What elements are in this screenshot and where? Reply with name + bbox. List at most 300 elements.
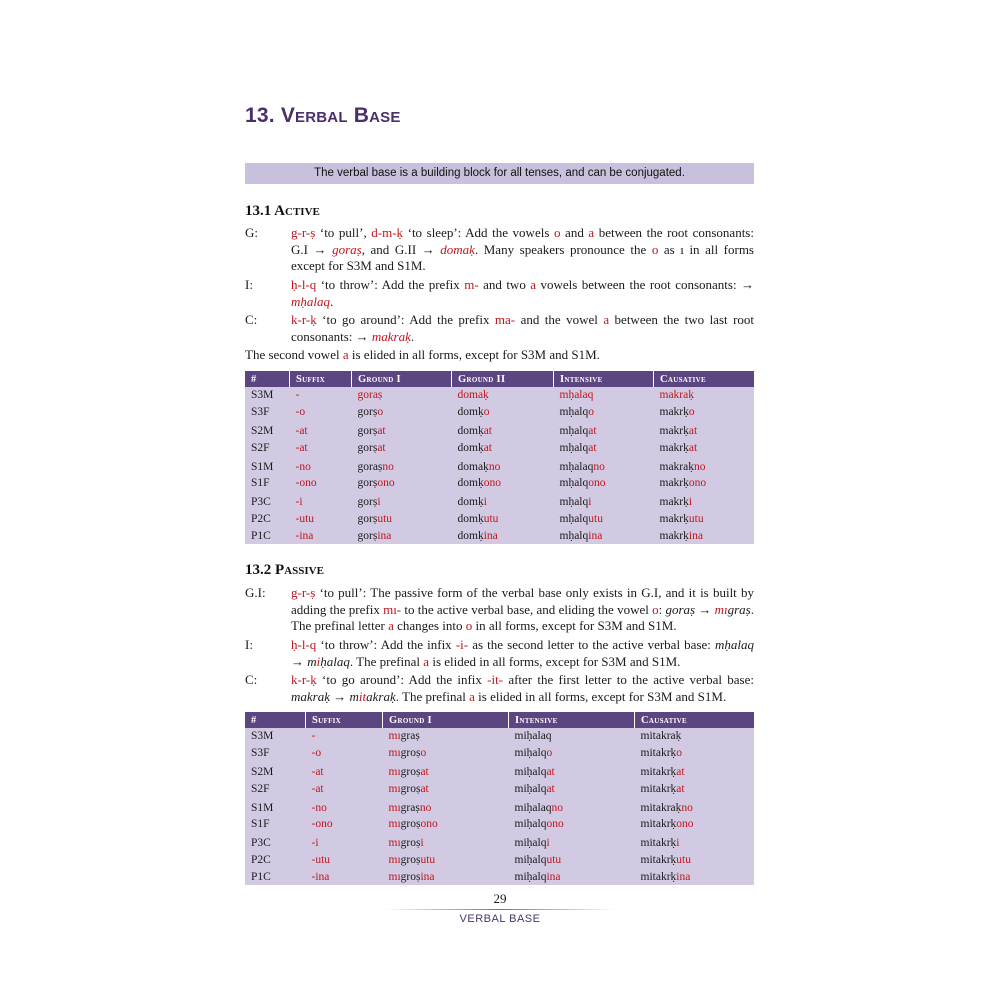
- column-header: Ground I: [352, 371, 452, 387]
- stem: akrḳ: [655, 870, 677, 883]
- text: ‘to pull’: The passive form of the verbal base only exists in G.I, and it is built by adding the prefix: [291, 585, 754, 617]
- ending: ina: [483, 529, 498, 542]
- stem: domḳ: [457, 441, 484, 454]
- prefix: mi: [514, 730, 527, 743]
- form-cell: [352, 492, 452, 511]
- stem: ḥalq: [526, 870, 547, 883]
- ending: ono: [420, 818, 438, 831]
- suffix: -utu: [295, 512, 315, 525]
- ending: o: [688, 406, 695, 419]
- person-label: S1M: [251, 801, 274, 814]
- prefix: mi: [514, 870, 527, 883]
- ending: utu: [420, 853, 436, 866]
- column-header: Suffix: [290, 371, 352, 387]
- form-cell: [654, 456, 755, 475]
- prefix: mit: [640, 782, 656, 795]
- vowel: a: [388, 618, 394, 633]
- ending: ono: [688, 477, 707, 490]
- suffix: -o: [311, 747, 322, 760]
- form-cell: [383, 816, 509, 833]
- person-label: S2F: [251, 441, 270, 454]
- person-label: S2M: [251, 424, 274, 437]
- ending: o: [676, 747, 683, 760]
- ending: o: [483, 406, 490, 419]
- page-number: 29: [493, 891, 507, 906]
- form: ḥalaq: [320, 653, 350, 669]
- prefix: mi: [514, 818, 527, 831]
- form-cell: [654, 387, 755, 404]
- form: m: [349, 688, 359, 704]
- prefix: mi: [514, 765, 527, 778]
- form-cell: [452, 492, 554, 511]
- table-row: [245, 816, 754, 833]
- table-row: [245, 421, 754, 440]
- column-header: Intensive: [554, 371, 654, 387]
- ending: at: [377, 424, 386, 437]
- person-label: P3C: [251, 837, 271, 850]
- ending: at: [588, 424, 597, 437]
- stem: groṣ: [400, 782, 421, 795]
- suffix: -at: [295, 424, 308, 437]
- stem: ḥalq: [526, 853, 547, 866]
- text: is elided in all forms, except for S3M and S1M.: [348, 347, 600, 362]
- suffix: -i: [295, 496, 303, 509]
- ending: at: [676, 782, 685, 795]
- form-cell: [554, 456, 654, 475]
- form-cell: [635, 762, 755, 781]
- stem: mḥalq: [559, 529, 589, 542]
- form-cell: [554, 404, 654, 421]
- prefix: mı: [388, 837, 401, 850]
- ending: no: [593, 460, 605, 473]
- text: between the root consonants: G.I →: [291, 225, 754, 257]
- vowel: a: [588, 225, 595, 240]
- table-row: [245, 852, 754, 869]
- root: ḥ-l-q: [291, 277, 317, 292]
- active-c-paragraph: [245, 312, 754, 345]
- form-cell: [654, 404, 755, 421]
- table-row: [245, 868, 754, 885]
- form-cell: [452, 439, 554, 456]
- suffix: -at: [311, 765, 324, 778]
- person-label: S3F: [251, 747, 270, 760]
- stem: gorṣ: [357, 441, 378, 454]
- stem: mḥalq: [559, 477, 589, 490]
- prefix: mi: [514, 747, 527, 760]
- stem: gorṣ: [357, 512, 378, 525]
- person-label: S3M: [251, 730, 274, 743]
- table-header-row: [245, 371, 754, 387]
- form-cell: [554, 439, 654, 456]
- person-cell: [245, 816, 306, 833]
- active-conjugation-table: [245, 371, 754, 544]
- form: makraḳ: [291, 688, 330, 704]
- text: . The prefinal letter: [291, 601, 754, 633]
- form-cell: [352, 387, 452, 404]
- suffix-cell: [306, 816, 383, 833]
- table-row: [245, 527, 754, 544]
- text: ‘to pull’,: [315, 225, 372, 240]
- column-header: Suffix: [306, 712, 383, 728]
- stem: akrḳ: [655, 782, 677, 795]
- table-row: [245, 797, 754, 816]
- ending: no: [551, 801, 564, 814]
- stem: ḥalq: [526, 818, 547, 831]
- form: mḥalaq: [291, 293, 330, 309]
- form-cell: [509, 780, 635, 797]
- person-cell: [245, 833, 306, 852]
- form: goraṣ: [665, 601, 696, 617]
- suffix-cell: [306, 728, 383, 745]
- form: makraḳ: [371, 328, 411, 344]
- prefix: mı: [388, 747, 401, 760]
- table-row: [245, 780, 754, 797]
- prefix: mit: [640, 747, 656, 760]
- table-row: [245, 492, 754, 511]
- ending: domaḳ: [457, 389, 489, 402]
- text: in all forms, except for S3M and S1M.: [472, 618, 677, 633]
- ending: at: [420, 765, 429, 778]
- table-row: [245, 404, 754, 421]
- ending: ina: [676, 870, 691, 883]
- person-cell: [245, 492, 290, 511]
- ending: no: [488, 460, 501, 473]
- prefix: ma-: [494, 312, 516, 327]
- suffix-cell: [306, 745, 383, 762]
- person-cell: [245, 421, 290, 440]
- suffix: -no: [311, 801, 327, 814]
- column-header: Causative: [635, 712, 755, 728]
- page-title: 13. Verbal Base: [245, 104, 401, 127]
- prefix: mit: [640, 730, 656, 743]
- ending: utu: [483, 512, 499, 525]
- ending: at: [676, 765, 685, 778]
- person-cell: [245, 387, 290, 404]
- running-title: VERBAL BASE: [459, 913, 541, 925]
- form-cell: [352, 439, 452, 456]
- ending: at: [546, 782, 555, 795]
- ending: i: [420, 837, 424, 850]
- ending: o: [546, 747, 553, 760]
- ending: o: [420, 747, 427, 760]
- form-cell: [383, 797, 509, 816]
- passive-c-paragraph: [245, 672, 754, 705]
- stem: makrḳ: [659, 477, 689, 490]
- prefix: mı: [388, 730, 401, 743]
- form-cell: [383, 762, 509, 781]
- table-row: [245, 511, 754, 528]
- suffix: -o: [295, 406, 306, 419]
- ending: at: [688, 424, 698, 437]
- prefix: mı: [388, 801, 401, 814]
- stem: domḳ: [457, 496, 484, 509]
- text: as ı in all forms except for S3M and S1M.: [291, 241, 754, 273]
- ending: o: [377, 406, 384, 419]
- text: between the two last root consonants: →: [291, 312, 755, 344]
- ending: no: [382, 460, 394, 473]
- ending: ina: [588, 529, 603, 542]
- stem: ḥalq: [526, 782, 547, 795]
- stem: ḥalq: [526, 837, 547, 850]
- stem: akraḳ: [655, 801, 682, 814]
- vowel: o: [553, 225, 561, 240]
- ending: at: [546, 765, 555, 778]
- ending: ono: [588, 477, 606, 490]
- form-cell: [554, 421, 654, 440]
- form-cell: [352, 511, 452, 528]
- active-c-label: C:: [245, 312, 258, 327]
- form-cell: [452, 421, 554, 440]
- vowel: o: [652, 601, 659, 617]
- person-label: S2M: [251, 765, 274, 778]
- prefix: mi: [514, 801, 527, 814]
- text: changes into: [393, 618, 466, 633]
- active-note: [245, 347, 600, 363]
- text: ‘to sleep’: Add the vowels: [403, 225, 554, 240]
- ending: utu: [676, 853, 691, 866]
- active-i-paragraph: [245, 277, 754, 310]
- stem: groṣ: [400, 853, 421, 866]
- form-cell: [635, 852, 755, 869]
- form-cell: [509, 852, 635, 869]
- suffix: -i: [311, 837, 319, 850]
- prefix: m-: [464, 277, 479, 292]
- person-cell: [245, 868, 306, 885]
- form-cell: [654, 527, 755, 544]
- form-cell: [509, 762, 635, 781]
- section-heading-passive: 13.2 Passive: [245, 562, 324, 578]
- vowel: a: [423, 653, 430, 669]
- text: after the first letter to the active verbal base:: [503, 672, 754, 687]
- stem: makrḳ: [659, 496, 689, 509]
- stem: mḥalq: [559, 424, 589, 437]
- person-label: S1F: [251, 818, 270, 831]
- prefix: mı: [388, 853, 401, 866]
- ending: no: [681, 801, 693, 814]
- text: →: [291, 653, 308, 669]
- person-label: S1F: [251, 477, 270, 490]
- prefix: mı: [388, 765, 401, 778]
- text: and two: [478, 277, 531, 292]
- prefix: mit: [640, 837, 656, 850]
- text: ‘to go around’: Add the prefix: [316, 312, 495, 327]
- table-row: [245, 762, 754, 781]
- stem: graṣ: [400, 801, 420, 814]
- suffix-cell: [290, 387, 352, 404]
- form-cell: [352, 404, 452, 421]
- text: :: [658, 601, 666, 617]
- ending: no: [693, 460, 706, 473]
- column-header: #: [245, 371, 290, 387]
- form-cell: [452, 527, 554, 544]
- form-cell: [509, 833, 635, 852]
- prefix: mı: [388, 818, 401, 831]
- ending: utu: [688, 512, 704, 525]
- vowel: a: [530, 277, 537, 292]
- column-header: Ground I: [383, 712, 509, 728]
- stem: ḥalaq: [526, 730, 552, 743]
- stem: akrḳ: [655, 818, 677, 831]
- stem: mḥalaq: [559, 460, 594, 473]
- stem: makrḳ: [659, 512, 689, 525]
- root: d-m-ḳ: [371, 225, 404, 240]
- person-label: P2C: [251, 853, 271, 866]
- form-cell: [383, 833, 509, 852]
- suffix: -: [311, 730, 316, 743]
- stem: makrḳ: [659, 406, 689, 419]
- form-cell: [452, 404, 554, 421]
- passive-i-label: I:: [245, 637, 253, 652]
- text: to the active verbal base, and eliding the vowel: [401, 601, 653, 617]
- prefix: mi: [514, 853, 527, 866]
- person-cell: [245, 797, 306, 816]
- table-row: [245, 387, 754, 404]
- stem: gorṣ: [357, 424, 378, 437]
- ending: ono: [483, 477, 501, 490]
- stem: akrḳ: [655, 853, 677, 866]
- suffix-cell: [290, 421, 352, 440]
- person-cell: [245, 456, 290, 475]
- text: ‘to throw’: Add the infix: [316, 637, 456, 652]
- ending: at: [688, 441, 698, 454]
- text: as the second letter to the active verbal base:: [468, 637, 715, 652]
- form-cell: [635, 728, 755, 745]
- stem: mḥalq: [559, 496, 589, 509]
- table-row: [245, 456, 754, 475]
- person-label: P1C: [251, 870, 271, 883]
- stem: domḳ: [457, 424, 484, 437]
- form-cell: [509, 728, 635, 745]
- form-cell: [509, 797, 635, 816]
- text: . The prefinal: [395, 688, 470, 704]
- form-cell: [383, 780, 509, 797]
- passive-gi-paragraph: [245, 585, 754, 635]
- form-cell: [509, 868, 635, 885]
- text: .: [330, 293, 334, 309]
- ending: goraṣ: [357, 389, 383, 402]
- ending: ina: [377, 529, 392, 542]
- stem: mḥalq: [559, 512, 589, 525]
- ending: o: [588, 406, 594, 419]
- ending: at: [588, 441, 597, 454]
- suffix: -ono: [295, 477, 317, 490]
- stem: groṣ: [400, 870, 421, 883]
- person-label: P2C: [251, 512, 271, 525]
- vowel: o: [465, 618, 473, 633]
- form-cell: [654, 421, 755, 440]
- section-heading-active: 13.1 Active: [245, 203, 320, 219]
- suffix-cell: [290, 492, 352, 511]
- ending: utu: [588, 512, 603, 525]
- form-cell: [554, 527, 654, 544]
- infix: -i-: [455, 637, 469, 652]
- ending: i: [688, 496, 693, 509]
- stem: mḥalq: [559, 441, 589, 454]
- person-label: S3M: [251, 389, 274, 402]
- table-row: [245, 728, 754, 745]
- form: graṣ: [727, 601, 751, 617]
- infix: -it-: [487, 672, 504, 687]
- ending: ono: [676, 818, 694, 831]
- suffix: -at: [295, 441, 308, 454]
- suffix-cell: [306, 797, 383, 816]
- form-cell: [654, 511, 755, 528]
- active-i-label: I:: [245, 277, 253, 292]
- stem: groṣ: [400, 837, 421, 850]
- prefix: mi: [514, 837, 527, 850]
- form-infix: i: [316, 653, 321, 669]
- suffix: -ina: [295, 529, 314, 542]
- person-label: S1M: [251, 460, 274, 473]
- ending: ono: [546, 818, 564, 831]
- ending: ina: [688, 529, 703, 542]
- ending: at: [483, 441, 493, 454]
- ending: i: [377, 496, 381, 509]
- stem: ḥalq: [526, 747, 547, 760]
- prefix: mı: [388, 782, 401, 795]
- text: , and G.II →: [361, 241, 441, 257]
- suffix-cell: [290, 527, 352, 544]
- stem: graṣ: [400, 730, 420, 743]
- suffix: -ina: [311, 870, 330, 883]
- text: ‘to go around’: Add the infix: [316, 672, 488, 687]
- passive-i-paragraph: [245, 637, 754, 670]
- ending: no: [419, 801, 432, 814]
- ending: mḥalaq: [559, 389, 594, 402]
- stem: goraṣ: [357, 460, 383, 473]
- prefix: mit: [640, 853, 656, 866]
- suffix-cell: [306, 833, 383, 852]
- form-cell: [509, 816, 635, 833]
- stem: ḥalq: [526, 765, 547, 778]
- suffix-cell: [290, 439, 352, 456]
- person-label: S2F: [251, 782, 270, 795]
- form-cell: [509, 745, 635, 762]
- suffix-cell: [290, 404, 352, 421]
- form: domaḳ: [440, 241, 475, 257]
- stem: akrḳ: [655, 765, 677, 778]
- stem: domḳ: [457, 406, 484, 419]
- ending: utu: [377, 512, 393, 525]
- passive-c-label: C:: [245, 672, 258, 687]
- form-cell: [635, 868, 755, 885]
- person-label: S3F: [251, 406, 270, 419]
- prefix: mı-: [383, 601, 402, 617]
- form-cell: [352, 421, 452, 440]
- prefix: mit: [640, 870, 656, 883]
- stem: makrḳ: [659, 441, 689, 454]
- person-cell: [245, 852, 306, 869]
- form: goraṣ: [332, 241, 362, 257]
- form-cell: [452, 387, 554, 404]
- text: is elided in all forms, except for S3M and S1M.: [429, 653, 681, 669]
- person-cell: [245, 511, 290, 528]
- intro-box: The verbal base is a building block for all tenses, and can be conjugated.: [245, 163, 754, 184]
- form-cell: [554, 475, 654, 492]
- suffix-cell: [290, 456, 352, 475]
- root: ḥ-l-q: [291, 637, 317, 652]
- stem: gorṣ: [357, 477, 378, 490]
- ending: ono: [377, 477, 395, 490]
- form-infix: it: [358, 688, 367, 704]
- form-cell: [654, 475, 755, 492]
- active-g-paragraph: [245, 225, 754, 275]
- root: g-r-ṣ: [291, 225, 316, 240]
- form-cell: [554, 492, 654, 511]
- stem: akraḳ: [655, 730, 682, 743]
- form-cell: [554, 511, 654, 528]
- ending: i: [546, 837, 550, 850]
